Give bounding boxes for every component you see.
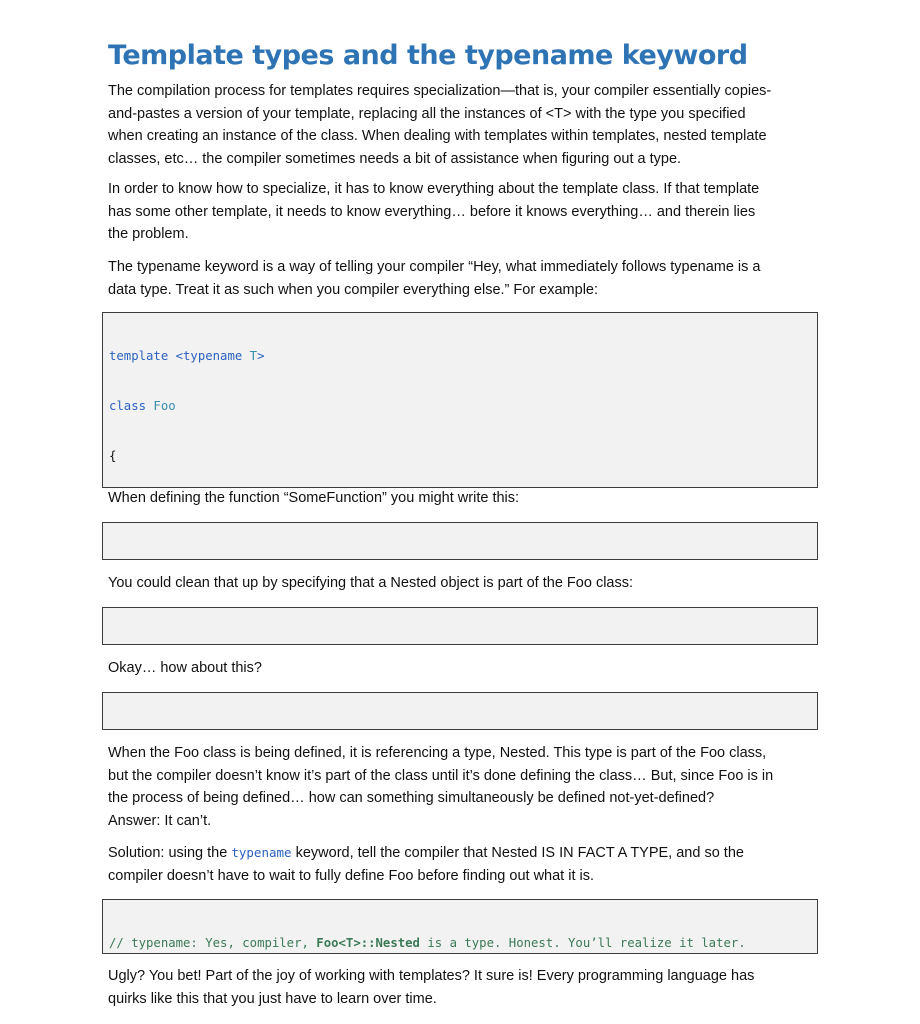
text-line: the problem. bbox=[108, 226, 189, 242]
code-type bbox=[250, 559, 257, 560]
text-line: has some other template, it needs to know everything… before it knows everything… and therein lies bbox=[108, 203, 756, 220]
text-line: You could clean that up by specifying that a Nested object is part of the Foo class: bbox=[108, 575, 634, 591]
code-block-class-foo: template <typename T> class Foo { bbox=[102, 312, 818, 488]
code-block-error-nested bbox=[102, 522, 818, 560]
code-comment: is a type. Honest. You’ll realize it later. bbox=[419, 935, 746, 950]
code-keyword bbox=[109, 644, 250, 645]
text-line: quirks like this that you just have to learn over time. bbox=[108, 990, 437, 1007]
text-line: Okay… how about this? bbox=[108, 660, 262, 676]
solution-paragraph bbox=[108, 842, 818, 887]
intro-paragraph bbox=[108, 80, 818, 170]
code-block-typename-solution bbox=[102, 899, 818, 954]
code-keyword bbox=[109, 729, 250, 730]
typename-intro-paragraph bbox=[108, 256, 818, 301]
text-line: when creating an instance of the class. When dealing with templates within templates, nested template bbox=[108, 128, 767, 144]
code-type: T bbox=[249, 348, 258, 363]
text-line: When defining the function “SomeFunction” you might write this: bbox=[108, 490, 520, 506]
text-line: compiler doesn’t have to wait to fully define Foo before finding out what it is. bbox=[108, 867, 595, 884]
solution-text: keyword, tell the compiler that Nested IS IN FACT A TYPE, and so the bbox=[291, 845, 744, 861]
code-line: { bbox=[109, 449, 117, 464]
how-about-paragraph bbox=[108, 657, 818, 680]
code-type: Foo bbox=[153, 398, 176, 413]
closing-paragraph bbox=[108, 965, 818, 1010]
text-line: but the compiler doesn’t know it’s part of the class until it’s done defining the class… But, since Foo is in bbox=[108, 767, 774, 784]
code-block-error-template bbox=[102, 607, 818, 645]
text-line: Answer: It can’t. bbox=[108, 812, 212, 829]
solution-text: Solution: using the bbox=[108, 845, 232, 861]
text-line: and-pastes a version of your template, replacing all the instances of <T> with the type you specified bbox=[108, 105, 746, 122]
clean-up-paragraph bbox=[108, 572, 818, 595]
specialization-paragraph bbox=[108, 178, 818, 246]
text-line: When the Foo class is being defined, it is referencing a type, Nested. This type is part of the Foo class, bbox=[108, 745, 767, 761]
text-line: The typename keyword is a way of telling your compiler “Hey, what immediately follows typename is a bbox=[108, 259, 761, 275]
code-type bbox=[250, 729, 257, 730]
text-line: the process of being defined… how can something simultaneously be defined not-yet-defined? bbox=[108, 790, 715, 806]
code-keyword: class bbox=[109, 398, 154, 413]
text-line bbox=[108, 842, 818, 865]
code-block-should-work bbox=[102, 692, 818, 730]
explanation-paragraph bbox=[108, 742, 818, 832]
page-title: Template types and the typename keyword bbox=[108, 40, 748, 71]
inline-code-typename: typename bbox=[231, 845, 292, 860]
code-keyword bbox=[109, 559, 250, 560]
text-line: Ugly? You bet! Part of the joy of working with templates? It sure is! Every programming language has bbox=[108, 968, 755, 984]
code-type bbox=[250, 644, 257, 645]
text-line: The compilation process for templates requires specialization—that is, your compiler essentially copies- bbox=[108, 83, 772, 99]
text-line: classes, etc… the compiler sometimes needs a bit of assistance when figuring out a type. bbox=[108, 150, 682, 167]
code-comment-emphasis: Foo<T>::Nested bbox=[316, 935, 420, 950]
text-line: data type. Treat it as such when you compiler everything else.” For example: bbox=[108, 281, 599, 298]
define-function-paragraph bbox=[108, 487, 818, 510]
text-line: In order to know how to specialize, it has to know everything about the template class. If that template bbox=[108, 181, 760, 197]
code-comment: // typename: Yes, compiler, bbox=[109, 935, 317, 950]
code-keyword: template <typename bbox=[109, 348, 250, 363]
